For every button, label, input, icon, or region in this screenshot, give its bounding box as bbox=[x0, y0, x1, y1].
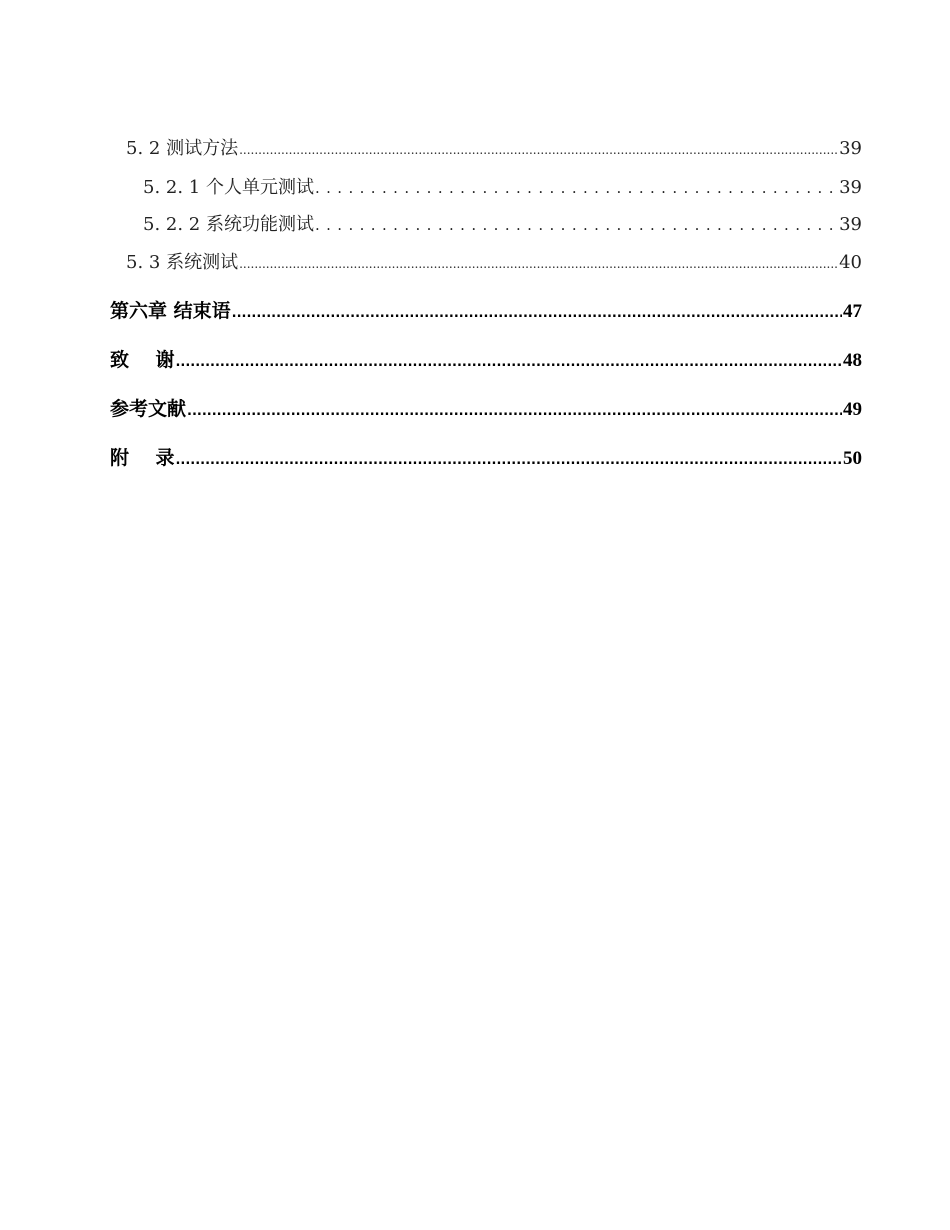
dot-leader bbox=[315, 179, 838, 197]
toc-entry-5-2[interactable] bbox=[126, 134, 862, 160]
toc-entry-acknowledgements[interactable] bbox=[110, 345, 862, 372]
toc-entry-label: 5. 3 系统测试 bbox=[126, 252, 239, 273]
toc-entry-5-2-2[interactable] bbox=[143, 210, 862, 236]
toc-entry-label: 参考文献 bbox=[110, 398, 187, 420]
dot-leader bbox=[175, 453, 842, 468]
toc-entry-page: 49 bbox=[843, 399, 862, 420]
toc-entry-page: 47 bbox=[843, 301, 862, 322]
toc-entry-label: 5. 2. 1 个人单元测试 bbox=[143, 177, 314, 198]
dot-leader bbox=[232, 306, 842, 321]
dot-leader bbox=[175, 355, 842, 370]
toc-entry-label: 第六章 结束语 bbox=[110, 300, 231, 322]
toc-entry-page: 48 bbox=[843, 350, 862, 371]
toc-entry-page: 50 bbox=[843, 448, 862, 469]
toc-entry-appendix[interactable] bbox=[110, 443, 862, 470]
toc-entry-page: 39 bbox=[839, 214, 862, 235]
toc-entry-page: 40 bbox=[839, 252, 862, 273]
toc-entry-references[interactable] bbox=[110, 394, 862, 421]
dot-leader bbox=[187, 404, 842, 419]
dot-leader bbox=[239, 257, 838, 271]
dot-leader bbox=[315, 216, 838, 234]
toc-entry-page: 39 bbox=[839, 138, 862, 159]
toc-entry-label: 致 谢 bbox=[110, 349, 175, 371]
toc-entry-label: 附 录 bbox=[110, 447, 175, 469]
toc-entry-5-3[interactable] bbox=[126, 248, 862, 274]
toc-entry-label: 5. 2 测试方法 bbox=[126, 138, 239, 159]
toc-entry-5-2-1[interactable] bbox=[143, 173, 862, 199]
toc-entry-chapter-6[interactable] bbox=[110, 296, 862, 323]
toc-entry-page: 39 bbox=[839, 177, 862, 198]
dot-leader bbox=[239, 143, 838, 157]
toc-entry-label: 5. 2. 2 系统功能测试 bbox=[143, 214, 314, 235]
